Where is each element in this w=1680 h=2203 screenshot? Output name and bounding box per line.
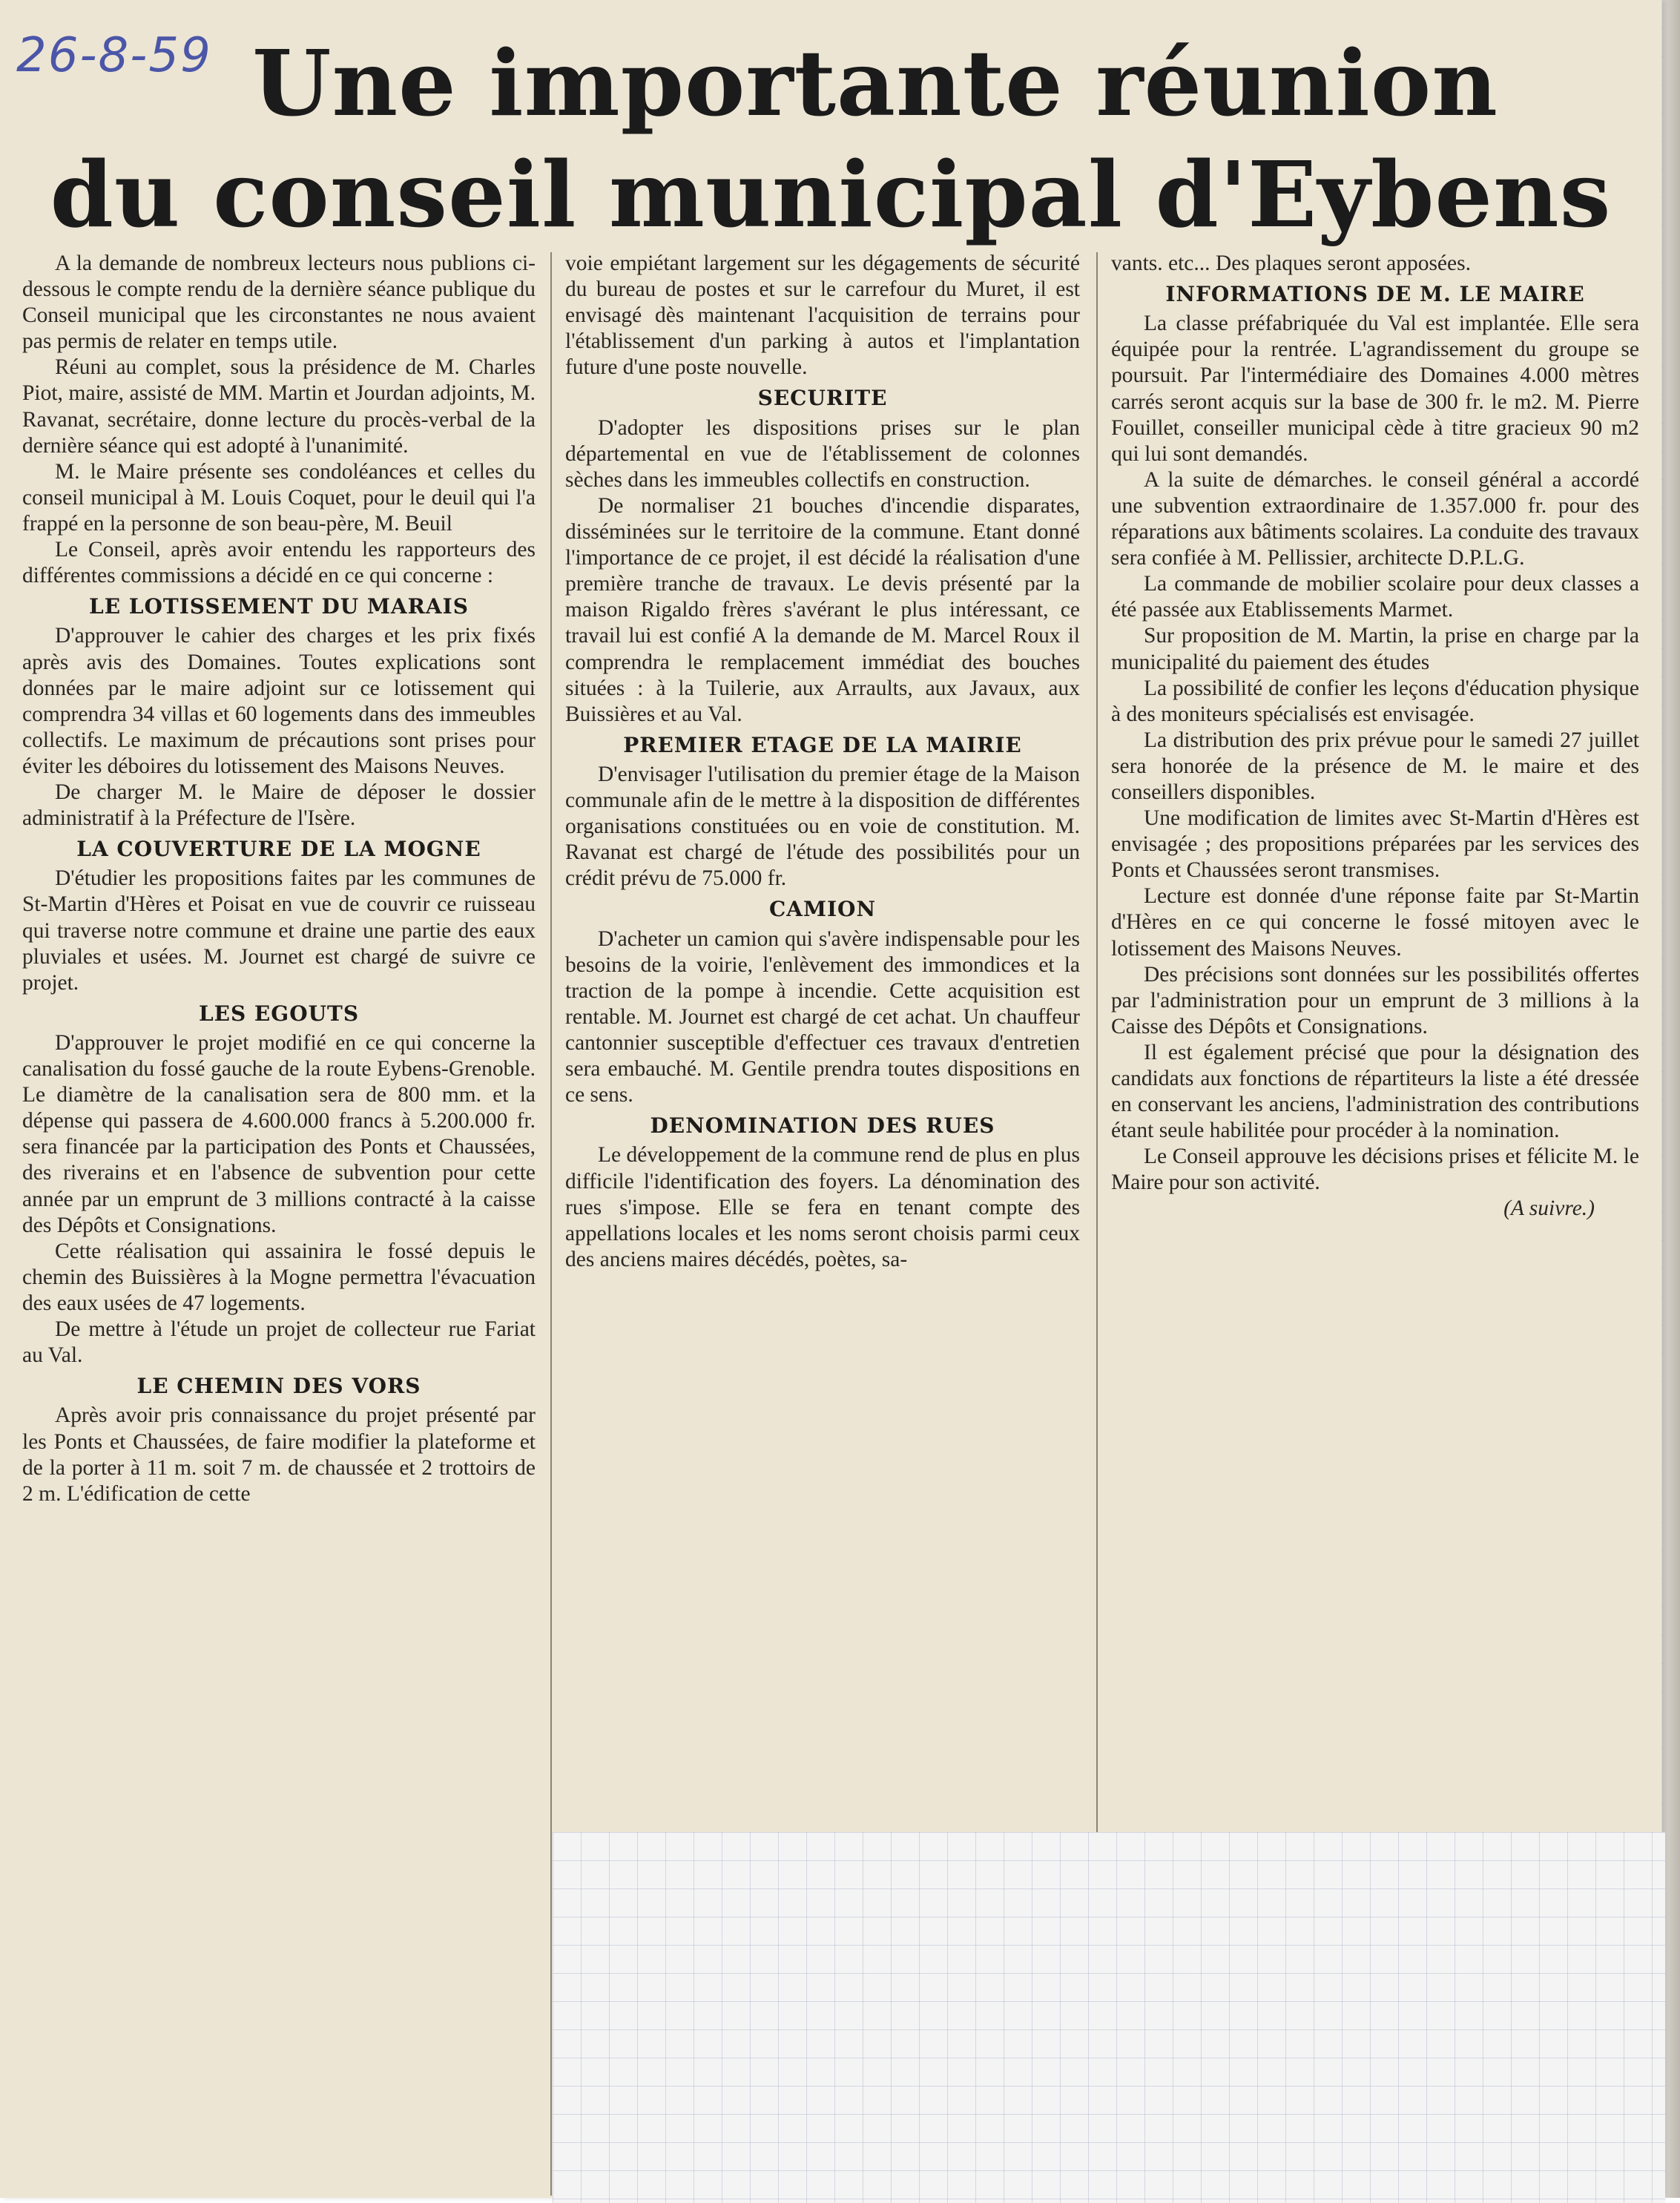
section-heading: PREMIER ETAGE DE LA MAIRIE: [623, 732, 1022, 757]
paragraph: De charger M. le Maire de déposer le dossier administratif à la Préfecture de l'Isère.: [22, 780, 536, 831]
column-rule: [550, 252, 552, 2196]
paragraph: Des précisions sont données sur les possibilités offertes par l'administration pour un emprunt de 3 millions à la Caisse des Dépôts et Consignations.: [1111, 962, 1639, 1038]
paragraph: Sur proposition de M. Martin, la prise en charge par la municipalité du paiement des études: [1111, 624, 1639, 674]
paragraph: A la suite de démarches. le conseil général a accordé une subvention extraordinaire de 1.357.000 fr. pour des réparations aux bâtiments scolaires. La conduite des travaux sera confiée à M. Pellissier, architecte D.P.L.G.: [1111, 467, 1639, 570]
paragraph: A la demande de nombreux lecteurs nous publions ci-dessous le compte rendu de la dernière séance publique du Conseil municipal que les circonstantes ne nous avaient pas permis de relater en temps utile.: [22, 251, 536, 354]
paragraph: Après avoir pris connaissance du projet présenté par les Ponts et Chaussées, de faire modifier la plateforme et de la porter à 11 m. soit 7 m. de chaussée et 2 trottoirs de 2 m. L'édification de cette: [22, 1403, 536, 1506]
section-heading: DENOMINATION DES RUES: [650, 1113, 995, 1139]
paragraph: D'étudier les propositions faites par les communes de St-Martin d'Hères et Poisat en vue de couvrir ce ruisseau qui traverse notre commune et draine une partie des eaux pluviales et usées. M. Journet est chargé de suivre ce projet.: [22, 866, 536, 995]
paragraph: Il est également précisé que pour la désignation des candidats aux fonctions de répartiteurs la liste a été dressée en conservant les anciens, l'administration des contributions étant seule habilitée pour procéder à la nomination.: [1111, 1040, 1639, 1143]
paragraph: De normaliser 21 bouches d'incendie disparates, disséminées sur le territoire de la commune. Etant donné l'importance de ce projet, il est décidé la réalisation d'une première tranche de travaux. Le devis présenté par la maison Rigaldo frères s'avérant le plus intéressant, ce travail lui est confié A la demande de M. Marcel Roux il comprendra le remplacement immédiat des bouches situées : à la Tuilerie, aux Arraults, aux Javaux, aux Buissières et au Val.: [565, 493, 1080, 726]
paragraph: D'envisager l'utilisation du premier étage de la Maison communale afin de le mettre à la disposition de différentes organisations constituées ou en voie de constitution. M. Ravanat est chargé de l'étude des possibilités pour un crédit prévu de 75.000 fr.: [565, 762, 1080, 891]
section-heading: LE CHEMIN DES VORS: [136, 1374, 421, 1399]
headline-line-1: Une importante réunion: [252, 30, 1498, 136]
paragraph: La possibilité de confier les leçons d'éducation physique à des moniteurs spécialisés est envisagée.: [1111, 676, 1639, 726]
article-column-1: [22, 251, 536, 1507]
article-column-3: [1111, 251, 1639, 1222]
section-heading: SECURITE: [757, 386, 888, 411]
paragraph: La distribution des prix prévue pour le samedi 27 juillet sera honorée de la présence de M. le maire et des conseillers disponibles.: [1111, 728, 1639, 804]
section-heading: INFORMATIONS DE M. LE MAIRE: [1165, 282, 1585, 307]
paragraph: Cette réalisation qui assainira le fossé depuis le chemin des Buissières à la Mogne permettra l'évacuation des eaux usées de 47 logements.: [22, 1239, 536, 1315]
paragraph: vants. etc... Des plaques seront apposées.: [1111, 251, 1471, 275]
paragraph: De mettre à l'étude un projet de collecteur rue Fariat au Val.: [22, 1317, 536, 1368]
article-column-2: [565, 251, 1080, 1273]
to-be-continued: (A suivre.): [1503, 1196, 1595, 1221]
paragraph: Le développement de la commune rend de plus en plus difficile l'identification des foyers. La dénomination des rues s'impose. Elle se fera en tenant compte des appellations locales et les noms seront choisis parmi ceux des anciens maires décédés, poètes, sa-: [565, 1143, 1080, 1271]
paragraph: D'acheter un camion qui s'avère indispensable pour les besoins de la voirie, l'enlèvement des immondices et la traction de la pompe à incendie. Cette acquisition est rentable. M. Journet est chargé de cet achat. Un chauffeur cantonnier susceptible d'effectuer ces travaux d'entretien sera embauché. M. Gentile prendra toutes dispositions en ce sens.: [565, 926, 1080, 1107]
paragraph: Réuni au complet, sous la présidence de M. Charles Piot, maire, assisté de MM. Martin et Jourdan adjoints, M. Ravanat, secrétaire, donne lecture du procès-verbal de la dernière séance qui est adopté à l'unanimité.: [22, 355, 536, 458]
paragraph: D'adopter les dispositions prises sur le plan départemental en vue de l'établissement de colonnes sèches dans les immeubles collectifs en construction.: [565, 415, 1080, 492]
column-rule: [1096, 252, 1098, 1832]
paragraph: Lecture est donnée d'une réponse faite par St-Martin d'Hères en ce qui concerne le fossé mitoyen avec le lotissement des Maisons Neuves.: [1111, 884, 1639, 961]
paragraph: Le Conseil approuve les décisions prises et félicite M. le Maire pour son activité.: [1111, 1145, 1639, 1195]
paragraph: La classe préfabriquée du Val est implantée. Elle sera équipée pour la rentrée. L'agrandissement du groupe se poursuit. Par l'intermédiaire des Domaines 4.000 mètres carrés seront acquis sur la base de 300 fr. le m2. M. Pierre Fouillet, conseiller municipal cède à titre gracieux 90 m2 qui lui sont demandés.: [1111, 312, 1639, 466]
section-heading: LA COUVERTURE DE LA MOGNE: [76, 837, 481, 862]
handwritten-date: 26-8-59: [16, 28, 212, 83]
section-heading: LES EGOUTS: [198, 1001, 360, 1026]
paragraph: Une modification de limites avec St-Martin d'Hères est envisagée ; des propositions préparées par les services des Ponts et Chaussées seront transmises.: [1111, 806, 1639, 883]
paragraph: M. le Maire présente ses condoléances et celles du conseil municipal à M. Louis Coquet, pour le deuil qui l'a frappé en la personne de son beau-père, M. Beuil: [22, 459, 536, 536]
paragraph: Le Conseil, après avoir entendu les rapporteurs des différentes commissions a décidé en ce qui concerne :: [22, 538, 536, 588]
headline-line-2: du conseil municipal d'Eybens: [50, 141, 1612, 248]
paragraph: La commande de mobilier scolaire pour deux classes a été passée aux Etablissements Marmet.: [1111, 572, 1639, 622]
paragraph: D'approuver le projet modifié en ce qui concerne la canalisation du fossé gauche de la route Eybens-Grenoble. Le diamètre de la canalisation sera de 800 mm. et la dépense qui passera de 4.600.000 francs à 5.200.000 fr. sera financée par la participation des Ponts et Chaussées, des riverains et en l'absence de subvention pour cette année par un emprunt de 3 millions contracté à la caisse des Dépôts et Consignations.: [22, 1031, 536, 1237]
paper-below-clipping: [553, 1832, 1665, 2203]
paragraph: D'approuver le cahier des charges et les prix fixés après avis des Domaines. Toutes explications sont données par le maire adjoint sur ce lotissement qui comprendra 34 villas et 60 logements dans des immeubles collectifs. Le maximum de précautions sont prises pour éviter les déboires du lotissement des Maisons Neuves.: [22, 624, 536, 778]
section-heading: CAMION: [768, 897, 877, 922]
section-heading: LE LOTISSEMENT DU MARAIS: [89, 594, 469, 619]
paragraph: voie empiétant largement sur les dégagements de sécurité du bureau de postes et sur le carrefour du Muret, il est envisagé dès maintenant l'acquisition de terrains pour l'établissement d'un parking à autos et l'implantation future d'une poste nouvelle.: [565, 251, 1080, 380]
